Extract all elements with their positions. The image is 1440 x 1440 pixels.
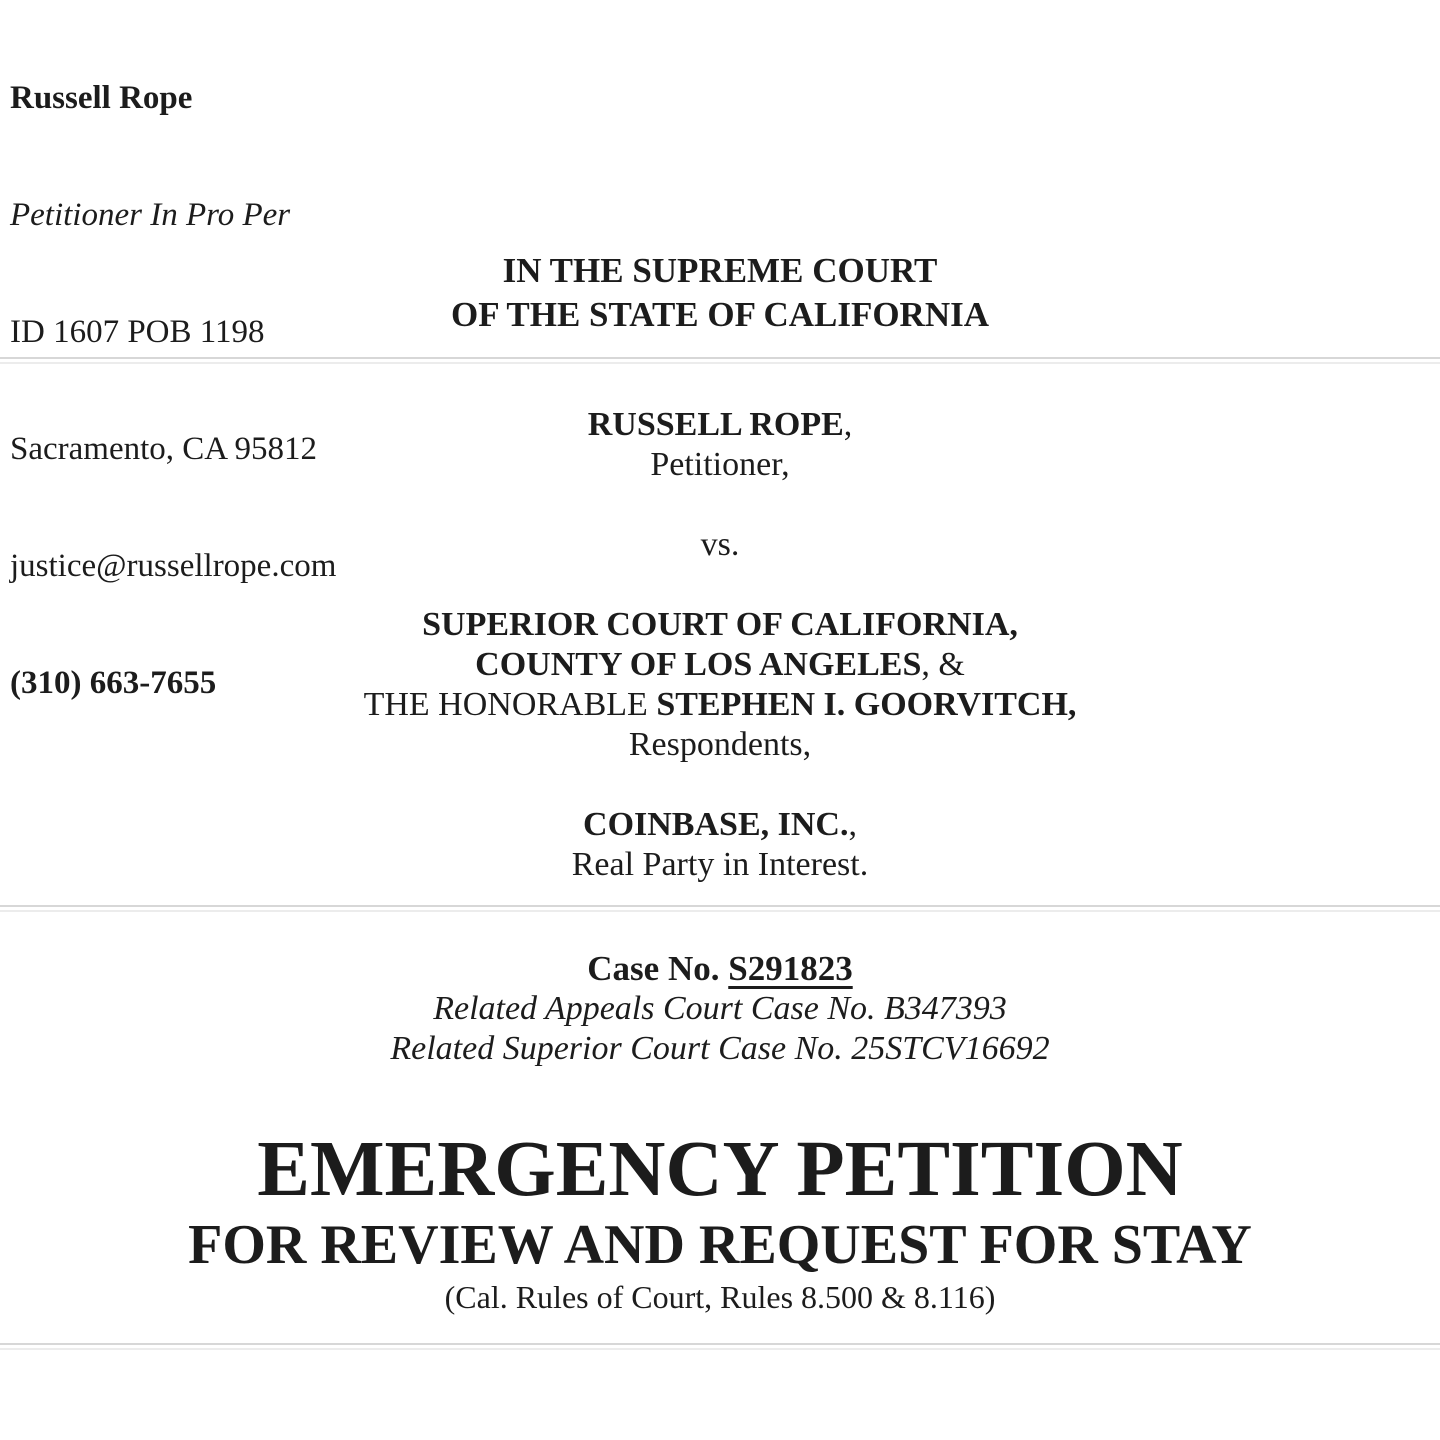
real-party-role: Real Party in Interest. (571, 846, 869, 883)
case-caption (0, 405, 1440, 885)
attorney-phone: (310) 663-7655 (10, 665, 217, 701)
court-title (0, 249, 1440, 337)
versus-label: vs. (700, 526, 740, 563)
respondent-name-line3-prefix: THE HONORABLE (363, 686, 657, 723)
document-title (0, 1126, 1440, 1318)
petitioner-name: RUSSELL ROPE (587, 406, 844, 443)
attorney-name: Russell Rope (10, 80, 193, 116)
document-title-line1: EMERGENCY PETITION (257, 1126, 1183, 1213)
related-appeal-case: Related Appeals Court Case No. B347393 (433, 990, 1007, 1027)
related-superior-case: Related Superior Court Case No. 25STCV16692 (390, 1030, 1050, 1067)
attorney-role: Petitioner In Pro Per (10, 197, 291, 233)
attorney-email: justice@russellrope.com (10, 548, 337, 584)
divider (0, 357, 1440, 364)
respondent-name-line2-rest: , & (921, 646, 965, 683)
document-title-line2: FOR REVIEW AND REQUEST FOR STAY (188, 1214, 1252, 1276)
real-party-name-line (0, 805, 1440, 845)
case-number-label: Case No. (587, 949, 729, 988)
caption-spacer (0, 485, 1440, 525)
attorney-address: Sacramento, CA 95812 (10, 431, 318, 467)
respondent-name-line2-bold: COUNTY OF LOS ANGELES (475, 646, 922, 683)
case-number-line (0, 949, 1440, 989)
case-number: S291823 (728, 949, 853, 988)
divider (0, 1343, 1440, 1350)
case-number-block (0, 949, 1440, 1069)
court-title-line1: IN THE SUPREME COURT (502, 251, 938, 290)
caption-spacer (0, 765, 1440, 805)
document-title-rules: (Cal. Rules of Court, Rules 8.500 & 8.116) (444, 1279, 996, 1315)
respondent-name-line1: SUPERIOR COURT OF CALIFORNIA, (422, 606, 1018, 643)
petitioner-name-suffix: , (843, 406, 853, 443)
respondent-name-line2 (0, 645, 1440, 685)
court-title-line2: OF THE STATE OF CALIFORNIA (450, 295, 990, 334)
real-party-name-suffix: , (848, 806, 857, 843)
petitioner-name-line (0, 405, 1440, 445)
divider (0, 905, 1440, 912)
caption-spacer (0, 565, 1440, 605)
respondent-role: Respondents, (628, 726, 812, 763)
petitioner-role: Petitioner, (650, 446, 790, 483)
attorney-id: ID 1607 POB 1198 (10, 314, 265, 350)
respondent-name-line3-bold: STEPHEN I. GOORVITCH, (656, 686, 1077, 723)
respondent-name-line3 (0, 685, 1440, 725)
real-party-name: COINBASE, INC. (583, 806, 849, 843)
